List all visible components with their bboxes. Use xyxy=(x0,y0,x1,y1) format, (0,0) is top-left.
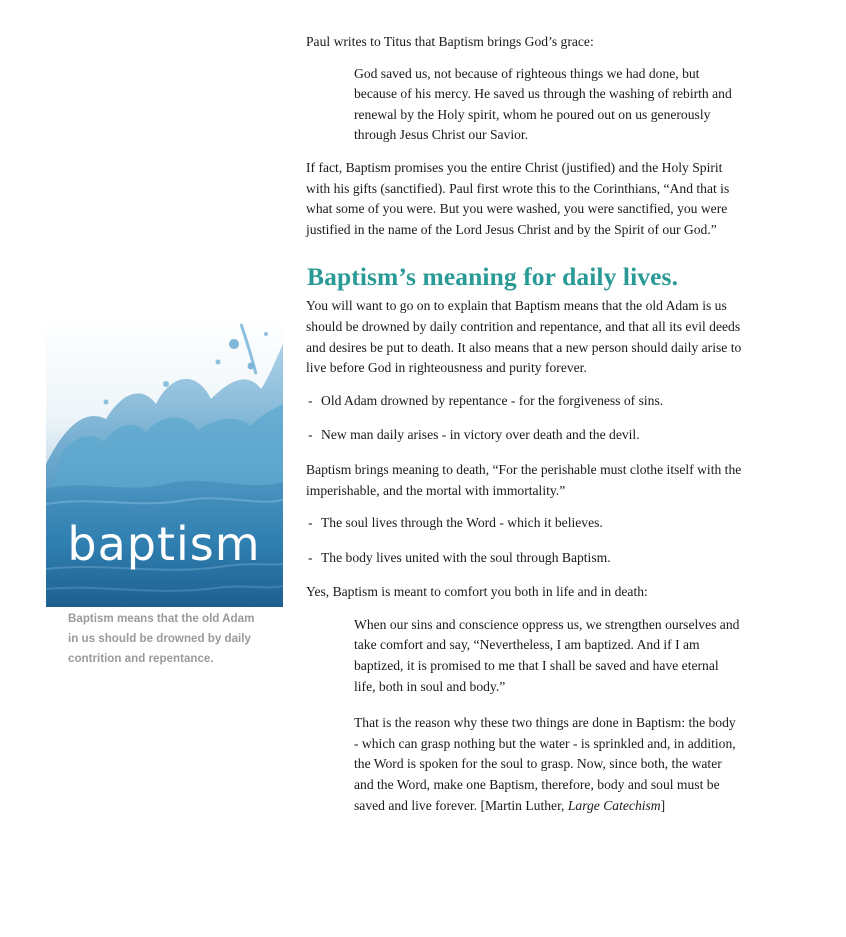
bullet-dash: - xyxy=(308,549,313,565)
bullet-dash: - xyxy=(308,392,313,408)
death-paragraph: Baptism brings meaning to death, “For the perishable must clothe itself with the imperishable, and the mortal with immortality.” xyxy=(306,461,742,498)
citation-title: Large Catechism xyxy=(567,797,661,813)
comfort-paragraph: Yes, Baptism is meant to comfort you both in life and in death: xyxy=(306,584,648,600)
old-adam-paragraph: You will want to go on to explain that Baptism means that the old Adam is us should be drowned by daily contrition and repentance, and that all its evil deeds and desires be put to death. It also means that a new person should daily arise to live before God in righteousness and purity forever. xyxy=(306,298,742,376)
bullet-text: The body lives united with the soul through Baptism. xyxy=(321,549,611,565)
bullet-item xyxy=(306,391,742,412)
luther-quote-2 xyxy=(354,713,742,816)
bullet-item xyxy=(306,425,742,446)
intro-text: Paul writes to Titus that Baptism brings God’s grace: xyxy=(306,34,594,49)
baptism-word: Baptism xyxy=(67,517,261,571)
bullet-item xyxy=(306,513,742,534)
main-text-column xyxy=(306,32,742,816)
titus-quote: God saved us, not because of righteous things we had done, but because of his mercy. He saved us through the washing of rebirth and renewal by the Holy spirit, whom he poured out on us generously through Jesus Christ our Savior. xyxy=(354,65,732,143)
bullet-dash: - xyxy=(308,515,313,531)
bullet-text: Old Adam drowned by repentance - for the forgiveness of sins. xyxy=(321,392,664,408)
image-caption: Baptism means that the old Adam in us should be drowned by daily contrition and repentance. xyxy=(68,612,255,665)
bullet-item xyxy=(306,548,742,569)
luther-quote-2-text: That is the reason why these two things are done in Baptism: the body - which can grasp nothing but the water - is sprinkled and, in addition, the Word is spoken for the soul to grasp. Now, since both, the water and the Word, make one Baptism, therefore, body and soul must be saved and live forever. [Martin Luther, xyxy=(354,715,736,813)
baptism-water-image xyxy=(46,314,283,607)
water-splash-illustration xyxy=(46,314,283,607)
citation-end: ] xyxy=(660,797,666,813)
section-heading: Baptism’s meaning for daily lives. xyxy=(307,262,679,292)
bullet-text: New man daily arises - in victory over death and the devil. xyxy=(321,427,640,443)
bullet-dash: - xyxy=(308,427,313,443)
bullet-text: The soul lives through the Word - which it believes. xyxy=(321,515,603,531)
justified-paragraph: If fact, Baptism promises you the entire Christ (justified) and the Holy Spirit with his gifts (sanctified). Paul first wrote this to the Corinthians, “And that is what some of you were. But you were washed, you were sanctified, you were justified in the name of the Lord Jesus Christ and by the Spirit of our God.” xyxy=(306,159,730,237)
luther-quote-1: When our sins and conscience oppress us, we strengthen ourselves and take comfort and say, “Nevertheless, I am baptized. And if I am baptized, it is promised to me that I shall be saved and have eternal life, both in soul and body.” xyxy=(354,616,740,694)
